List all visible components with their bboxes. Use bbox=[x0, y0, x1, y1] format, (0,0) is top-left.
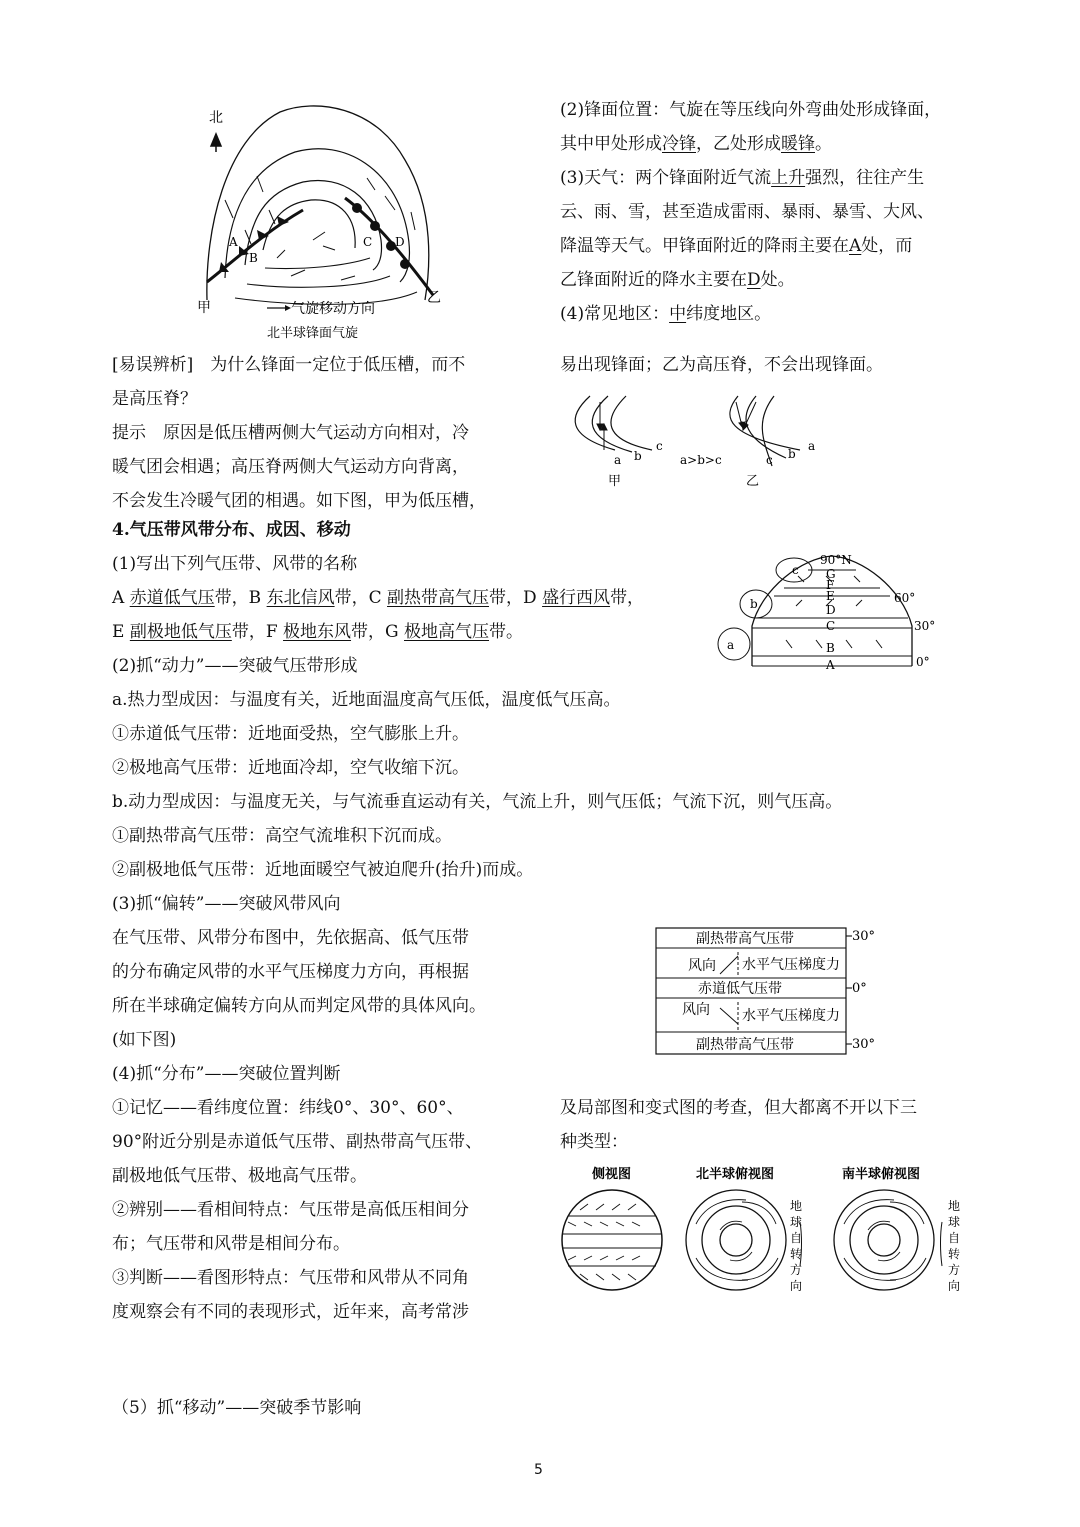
trough-jia-label: 甲 bbox=[608, 474, 622, 489]
north-rot-4: 转 bbox=[790, 1247, 803, 1261]
ridge-label-b: b bbox=[788, 447, 796, 461]
belt-letter-f: F bbox=[826, 578, 835, 592]
weather-line3: 降温等天气。甲锋面附近的降雨主要在A处，而 bbox=[560, 236, 913, 256]
section4-p23: 度观察会有不同的表现形式，近年来，高考常涉 bbox=[112, 1302, 469, 1322]
section4-p24: （5）抓“移动”——突破季节影响 bbox=[112, 1398, 362, 1418]
section4-p10: ②副极地低气压带：近地面暖空气被迫爬升(抬升)而成。 bbox=[112, 860, 534, 880]
south-rot-1: 地 bbox=[948, 1199, 961, 1213]
lat-90: 90°N bbox=[820, 553, 852, 567]
ridge-label-c: c bbox=[766, 453, 773, 467]
three-views-figure bbox=[556, 1164, 976, 1296]
point-a: A bbox=[229, 235, 238, 249]
belt-letter-b: B bbox=[826, 641, 835, 655]
south-rot-4: 转 bbox=[948, 1247, 961, 1261]
trough-ridge-figure bbox=[560, 388, 830, 490]
cyclone-caption: 北半球锋面气旋 bbox=[267, 326, 359, 341]
section4-p6: ①赤道低气压带：近地面受热，空气膨胀上升。 bbox=[112, 724, 469, 744]
section4-p1: (1)写出下列气压带、风带的名称 bbox=[112, 554, 358, 574]
grad-row3: 赤道低气压带 bbox=[698, 981, 782, 997]
front-yi-label: 乙 bbox=[427, 290, 441, 306]
grad-lat0: 0° bbox=[852, 981, 867, 996]
section4-p22: ③判断——看图形特点：气压带和风带从不同角 bbox=[112, 1268, 469, 1288]
point-d: D bbox=[395, 235, 405, 249]
north-rot-2: 球 bbox=[790, 1215, 803, 1229]
section4-title: 4.气压带风带分布、成因、移动 bbox=[112, 520, 351, 540]
ridge-yi-label: 乙 bbox=[746, 474, 760, 489]
cell-c: c bbox=[792, 563, 799, 577]
grad-lat30-top: 30° bbox=[852, 929, 876, 944]
front-jia-label: 甲 bbox=[197, 300, 211, 316]
section4-r1: 及局部图和变式图的考查，但大都离不开以下三 bbox=[560, 1098, 917, 1118]
section4-p18: 90°附近分别是赤道低气压带、副热带高气压带、 bbox=[112, 1132, 483, 1152]
mistake-line1: [易误辨析] 为什么锋面一定位于低压槽，而不 bbox=[112, 355, 466, 375]
south-rot-6: 向 bbox=[948, 1279, 961, 1293]
common-region-line: (4)常见地区：中纬度地区。 bbox=[560, 304, 772, 324]
point-c: C bbox=[363, 235, 373, 249]
trough-label-c: c bbox=[656, 439, 663, 453]
move-direction-label: 气旋移动方向 bbox=[291, 301, 375, 317]
section4-p12: 在气压带、风带分布图中，先依据高、低气压带 bbox=[112, 928, 469, 948]
grad-row1: 副热带高气压带 bbox=[696, 931, 794, 947]
cell-a: a bbox=[727, 638, 735, 652]
gradient-figure bbox=[654, 926, 894, 1058]
section4-p5: a.热力型成因：与温度有关，近地面温度高气压低，温度低气压高。 bbox=[112, 690, 621, 710]
section4-p4: (2)抓“动力”——突破气压带形成 bbox=[112, 656, 358, 676]
mistake-line5: 不会发生冷暖气团的相遇。如下图，甲为低压槽， bbox=[112, 491, 486, 511]
front-position-line1: (2)锋面位置：气旋在等压线向外弯曲处形成锋面， bbox=[560, 100, 942, 120]
north-label: 北 bbox=[209, 110, 223, 126]
mistake-right-line: 易出现锋面；乙为高压脊，不会出现锋面。 bbox=[560, 355, 883, 375]
lat-0: 0° bbox=[916, 655, 930, 669]
grad-row4-force: 水平气压梯度力 bbox=[742, 1008, 840, 1024]
section4-p11: (3)抓“偏转”——突破风带风向 bbox=[112, 894, 341, 914]
section4-p15: (如下图) bbox=[112, 1030, 177, 1050]
section4-p19: 副极地低气压带、极地高气压带。 bbox=[112, 1166, 367, 1186]
belt-letter-e: E bbox=[826, 589, 835, 603]
cell-b: b bbox=[750, 597, 758, 611]
grad-row5: 副热带高气压带 bbox=[696, 1037, 794, 1053]
belt-letter-g: G bbox=[826, 567, 836, 581]
weather-line1: (3)天气：两个锋面附近气流上升强烈，往往产生 bbox=[560, 168, 925, 188]
point-b: B bbox=[249, 251, 258, 265]
grad-lat30-bottom: 30° bbox=[852, 1037, 876, 1052]
south-rot-5: 方 bbox=[948, 1263, 961, 1277]
lat-30: 30° bbox=[914, 619, 936, 633]
side-view-title: 侧视图 bbox=[592, 1167, 632, 1182]
north-rot-5: 方 bbox=[790, 1263, 803, 1277]
section4-p20: ②辨别——看相间特点：气压带是高低压相间分 bbox=[112, 1200, 469, 1220]
grad-row2-wind: 风向 bbox=[688, 958, 716, 974]
section4-p21: 布；气压带和风带是相间分布。 bbox=[112, 1234, 350, 1254]
section4-p9: ①副热带高气压带：高空气流堆积下沉而成。 bbox=[112, 826, 452, 846]
page-number: 5 bbox=[534, 1462, 543, 1478]
ridge-label-a: a bbox=[808, 439, 816, 453]
section4-p14: 所在半球确定偏转方向从而判定风带的具体风向。 bbox=[112, 996, 486, 1016]
lat-60: 60° bbox=[894, 591, 916, 605]
trough-relation: a>b>c bbox=[680, 453, 722, 467]
grad-row4-wind: 风向 bbox=[682, 1002, 710, 1018]
south-rot-3: 自 bbox=[948, 1231, 961, 1245]
section4-r2: 种类型： bbox=[560, 1132, 628, 1152]
mistake-line4: 暖气团会相遇；高压脊两侧大气运动方向背离， bbox=[112, 457, 469, 477]
section4-p17: ①记忆——看纬度位置：纬线0°、30°、60°、 bbox=[112, 1098, 464, 1118]
north-rot-6: 向 bbox=[790, 1279, 803, 1293]
belt-letter-c: C bbox=[826, 619, 836, 633]
section4-p7: ②极地高气压带：近地面冷却，空气收缩下沉。 bbox=[112, 758, 469, 778]
trough-label-a: a bbox=[614, 453, 622, 467]
weather-line4: 乙锋面附近的降水主要在D处。 bbox=[560, 270, 795, 290]
north-rot-3: 自 bbox=[790, 1231, 803, 1245]
grad-row2-force: 水平气压梯度力 bbox=[742, 957, 840, 973]
section4-p13: 的分布确定风带的水平气压梯度力方向，再根据 bbox=[112, 962, 469, 982]
belt-names-line1: A 赤道低气压带，B 东北信风带，C 副热带高气压带，D 盛行西风带， bbox=[112, 588, 645, 608]
mistake-line2: 是高压脊？ bbox=[112, 389, 197, 409]
belt-letter-d: D bbox=[826, 603, 836, 617]
mistake-line3: 提示 原因是低压槽两侧大气运动方向相对，冷 bbox=[112, 423, 469, 443]
south-rot-2: 球 bbox=[948, 1215, 961, 1229]
section4-p16: (4)抓“分布”——突破位置判断 bbox=[112, 1064, 341, 1084]
trough-label-b: b bbox=[634, 449, 642, 463]
belt-letter-a: A bbox=[826, 658, 835, 672]
weather-line2: 云、雨、雪，甚至造成雷雨、暴雨、暴雪、大风、 bbox=[560, 202, 934, 222]
north-view-title: 北半球俯视图 bbox=[696, 1167, 775, 1182]
cyclone-figure bbox=[185, 100, 455, 345]
section4-p8: b.动力型成因：与温度无关，与气流垂直运动有关，气流上升，则气压低；气流下沉，则气压高。 bbox=[112, 792, 843, 812]
front-position-line2: 其中甲处形成冷锋，乙处形成暖锋。 bbox=[560, 134, 832, 154]
south-view-title: 南半球俯视图 bbox=[842, 1167, 921, 1182]
belt-names-line2: E 副极地低气压带，F 极地东风带，G 极地高气压带。 bbox=[112, 622, 524, 642]
pressure-belts-figure bbox=[712, 548, 952, 672]
north-rot-1: 地 bbox=[790, 1199, 803, 1213]
